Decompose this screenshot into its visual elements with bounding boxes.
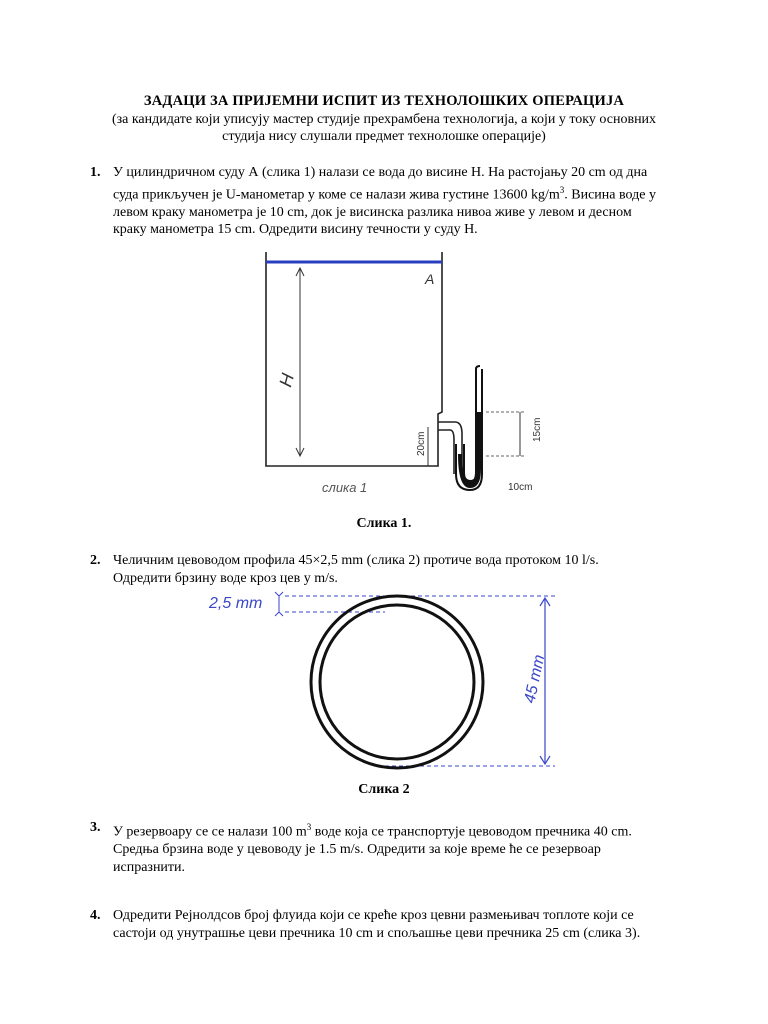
task-line <box>113 819 710 841</box>
task-line: Средња брзина воде у цевоводу је 1.5 m/s. Одредити за које време ће се резервоар <box>113 842 601 858</box>
subtitle-line-1: (за кандидате који уписују мастер студије прехрамбена технологија, а који у току основних <box>111 112 657 127</box>
subtitle-line-2: студија нису слушали предмет технолошке операције) <box>222 129 546 144</box>
label-20cm: 20cm <box>416 431 427 456</box>
handwritten-caption: слика 1 <box>322 480 368 495</box>
task-line-part: У резервоару се се налази 100 m <box>113 824 307 840</box>
task-line-part: суда прикључен је U-манометар у коме се налази жива густине 13600 kg/m <box>113 187 560 203</box>
task-number: 2. <box>90 553 101 568</box>
label-15cm: 15cm <box>532 417 543 442</box>
task-line: краку манометра 15 cm. Одредити висину течности у суду Н. <box>113 222 478 238</box>
task-line: састоји од унутрашње цеви пречника 10 cm и спољашње цеви пречника 25 cm (слика 3). <box>113 925 641 941</box>
task-number: 1. <box>90 165 101 180</box>
task-3 <box>90 819 710 876</box>
pipe-outer-circle <box>311 596 483 768</box>
figure-1-vessel-diagram <box>250 244 550 504</box>
task-line-part: воде која се транспортује цевоводом пречника 40 cm. <box>311 824 632 840</box>
figure-1-caption: Слика 1. <box>356 516 412 531</box>
height-label-h: H <box>275 371 298 390</box>
label-wall-thickness: 2,5 mm <box>209 595 263 612</box>
task-number: 3. <box>90 820 101 835</box>
task-text <box>113 907 710 942</box>
arrow-head-icon <box>275 592 283 596</box>
task-line: испразнити. <box>113 859 186 875</box>
superscript: 3 <box>306 822 312 832</box>
task-text <box>113 819 710 876</box>
label-diameter: 45 mm <box>521 653 549 705</box>
figure-2-pipe-cross-section <box>205 590 565 775</box>
page-title: ЗАДАЦИ ЗА ПРИЈЕМНИ ИСПИТ ИЗ ТЕХНОЛОШКИХ ОПЕРАЦИЈА <box>143 93 625 109</box>
task-line: Одредити Рејнолдсов број флуида који се креће кроз цевни размењивач топлоте који се <box>113 908 634 923</box>
vessel-label-a: A <box>425 271 435 287</box>
task-number: 4. <box>90 908 101 923</box>
task-text <box>113 164 710 239</box>
task-4 <box>90 907 710 942</box>
task-1 <box>90 164 710 239</box>
page-subtitle <box>80 111 688 145</box>
task-line: Одредити брзину воде кроз цев у m/s. <box>113 570 338 586</box>
task-text <box>113 552 710 587</box>
task-2 <box>90 552 710 587</box>
label-10cm: 10cm <box>508 482 533 493</box>
outlet-pipe-inner <box>438 430 454 474</box>
task-line: левом краку манометра је 10 cm, док је висинска разлика нивоа живе у левом и десном <box>113 204 632 220</box>
arrow-head-icon <box>275 612 283 616</box>
task-line <box>113 182 710 204</box>
task-line-part: . Висина воде у <box>564 187 656 203</box>
figure-2-caption: Слика 2 <box>358 782 410 797</box>
task-line: Челичним цевоводом профила 45×2,5 mm (слика 2) протиче вода протоком 10 l/s. <box>113 553 599 568</box>
superscript: 3 <box>559 184 565 195</box>
pipe-inner-circle <box>320 605 474 759</box>
task-line: У цилиндричном суду А (слика 1) налази се вода до висине Н. На растојању 20 cm од дна <box>113 165 648 180</box>
